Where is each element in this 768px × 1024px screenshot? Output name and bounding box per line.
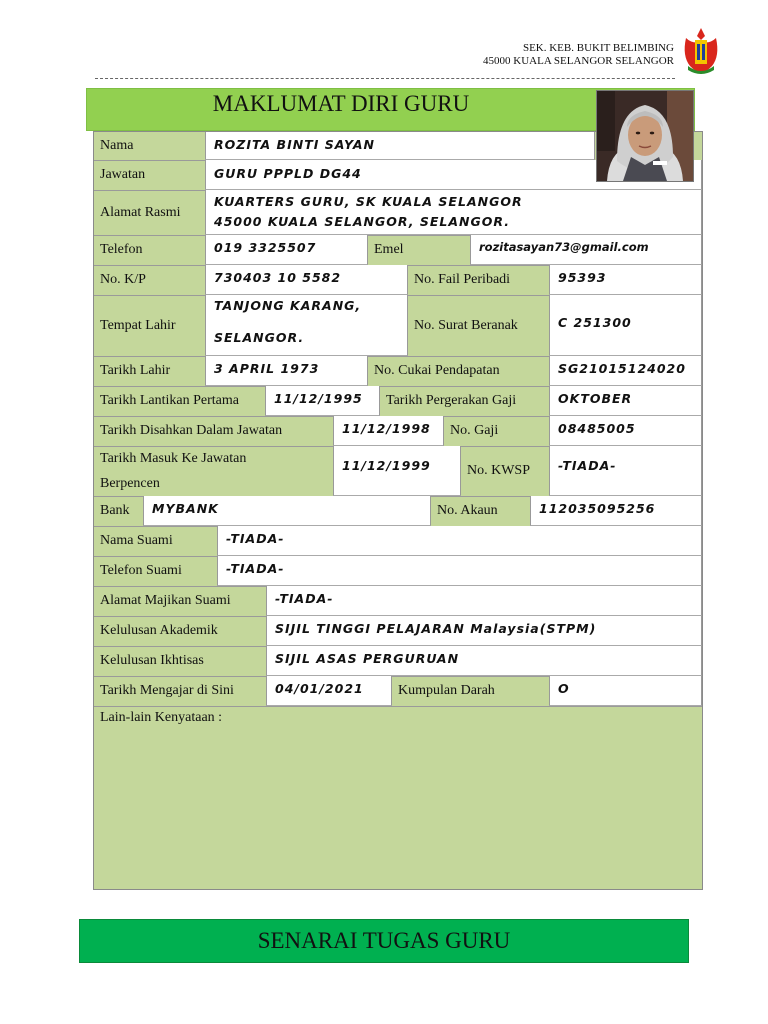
field-no-kp[interactable]: 730403 10 5582 (205, 265, 408, 295)
label-tarikh-disahkan: Tarikh Disahkan Dalam Jawatan (100, 423, 283, 438)
field-tarikh-lahir[interactable]: 3 APRIL 1973 (205, 356, 368, 386)
label-jawatan: Jawatan (100, 167, 146, 182)
field-emel[interactable]: rozitasayan73@gmail.com (470, 235, 702, 265)
field-tarikh-pergerakan-gaji[interactable]: OKTOBER (549, 386, 702, 416)
field-tempat-lahir[interactable]: TANJONG KARANG, SELANGOR. (205, 295, 408, 356)
label-no-cukai-pendapatan: No. Cukai Pendapatan (374, 363, 500, 378)
section-title-bar (79, 919, 689, 963)
field-bank[interactable]: MYBANK (143, 496, 431, 526)
label-no-gaji: No. Gaji (450, 423, 499, 438)
field-no-cukai-pendapatan[interactable]: SG21015124020 (549, 356, 702, 386)
field-telefon-suami[interactable]: -TIADA- (217, 556, 702, 586)
lain-lain-kenyataan-area[interactable] (94, 730, 702, 889)
field-no-fail-peribadi[interactable]: 95393 (549, 265, 702, 295)
field-jawatan[interactable]: GURU PPPLD DG44 (205, 160, 702, 190)
teacher-portrait-image (597, 91, 693, 181)
label-tarikh-mengajar: Tarikh Mengajar di Sini (100, 683, 234, 698)
label-lain-lain-kenyataan: Lain-lain Kenyataan : (100, 710, 223, 725)
school-address: 45000 KUALA SELANGOR SELANGOR (483, 55, 674, 67)
teacher-info-form (93, 131, 703, 890)
label-alamat-rasmi: Alamat Rasmi (100, 204, 181, 220)
field-tarikh-lantikan-pertama[interactable]: 11/12/1995 (265, 386, 380, 416)
label-tempat-lahir: Tempat Lahir (100, 317, 176, 333)
field-nama-suami[interactable]: -TIADA- (217, 526, 702, 556)
section-title: SENARAI TUGAS GURU (257, 928, 511, 953)
label-emel: Emel (374, 242, 404, 257)
header-divider (95, 78, 675, 79)
label-alamat-majikan-suami: Alamat Majikan Suami (100, 593, 231, 608)
field-kelulusan-akademik[interactable]: SIJIL TINGGI PELAJARAN Malaysia(STPM) (266, 616, 702, 646)
label-nama-suami: Nama Suami (100, 533, 173, 548)
field-tarikh-masuk-berpencen[interactable]: 11/12/1999 (333, 446, 461, 496)
label-nama: Nama (100, 138, 134, 153)
label-no-kp: No. K/P (100, 272, 146, 287)
label-telefon-suami: Telefon Suami (100, 563, 182, 578)
label-bank: Bank (100, 503, 130, 518)
label-no-fail-peribadi: No. Fail Peribadi (414, 272, 511, 287)
field-kelulusan-ikhtisas[interactable]: SIJIL ASAS PERGURUAN (266, 646, 702, 676)
school-crest-logo (680, 26, 722, 76)
field-no-kwsp[interactable]: -TIADA- (549, 446, 702, 496)
field-alamat-rasmi[interactable]: KUARTERS GURU, SK KUALA SELANGOR 45000 KUALA SELANGOR, SELANGOR. (205, 190, 702, 235)
teacher-photo (596, 90, 694, 182)
field-kumpulan-darah[interactable]: O (549, 676, 702, 706)
label-kumpulan-darah: Kumpulan Darah (398, 683, 495, 698)
label-tarikh-masuk-berpencen: Tarikh Masuk Ke Jawatan Berpencen (100, 451, 247, 491)
field-no-gaji[interactable]: 08485005 (549, 416, 702, 446)
label-no-kwsp: No. KWSP (467, 463, 531, 478)
field-tarikh-mengajar[interactable]: 04/01/2021 (266, 676, 392, 706)
field-tarikh-disahkan[interactable]: 11/12/1998 (333, 416, 444, 446)
label-tarikh-lantikan-pertama: Tarikh Lantikan Pertama (100, 393, 239, 408)
label-no-akaun: No. Akaun (437, 503, 498, 518)
page-title: MAKLUMAT DIRI GURU (212, 91, 470, 116)
label-kelulusan-ikhtisas: Kelulusan Ikhtisas (100, 653, 204, 668)
label-tarikh-lahir: Tarikh Lahir (100, 363, 171, 378)
label-tarikh-pergerakan-gaji: Tarikh Pergerakan Gaji (386, 393, 517, 408)
field-no-surat-beranak[interactable]: C 251300 (549, 295, 702, 356)
field-nama[interactable]: ROZITA BINTI SAYAN (205, 132, 595, 160)
school-name: SEK. KEB. BUKIT BELIMBING (522, 42, 674, 54)
label-kelulusan-akademik: Kelulusan Akademik (100, 623, 218, 638)
school-header (483, 42, 674, 68)
field-alamat-majikan-suami[interactable]: -TIADA- (266, 586, 702, 616)
field-no-akaun[interactable]: 112035095256 (530, 496, 702, 526)
label-telefon: Telefon (100, 242, 143, 257)
label-no-surat-beranak: No. Surat Beranak (414, 317, 518, 333)
field-telefon[interactable]: 019 3325507 (205, 235, 368, 265)
